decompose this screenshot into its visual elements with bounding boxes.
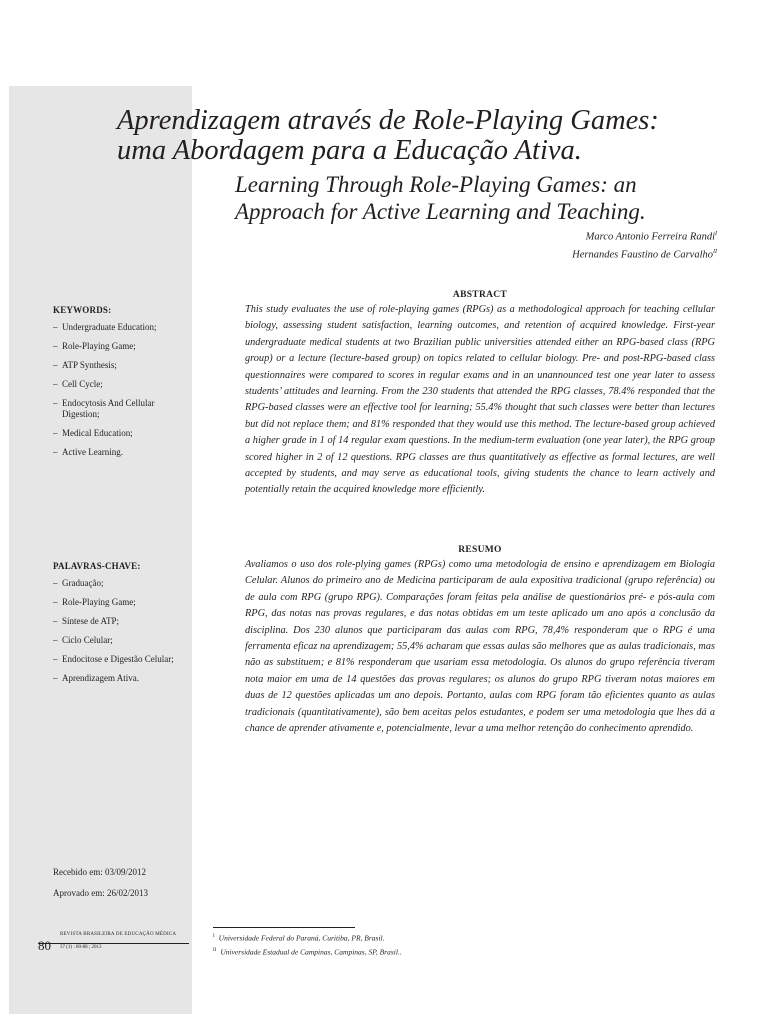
palavra-item: – Endocitose e Digestão Celular; bbox=[53, 654, 193, 665]
abstract-text: This study evaluates the use of role-playing games (RPGs) as a methodological approach for teaching cellular biology, assessing student satisfaction, learning outcomes, and retention of acquired knowledge. First-year undergraduate medical students at two Brazilian public universities attended either an RPG-based class (RPG group) or a lecture (lecture-based group) on topics related to cellular biology. Pre- and post-RPG-based class questionnaires were compared to scores in regular exams and in an unannounced test one year later to assess students’ attitudes and learning. From the 230 students that attended the RPG classes, 78.4% responded that the RPG-based classes were an effective tool for learning; 55.4% thought that such classes were better than lectures but did not replace them; and 81% responded that they would use this method. The lecture-based group achieved a higher grade in 1 of 14 regular exam questions. In the medium-term evaluation (one year later), the RPG group scored higher in 2 of 12 questions. RPG classes are thus quantitatively as effective as formal lectures, are well accepted by students, and may serve as educational tools, giving students the chance to learn actively and potentially retain the acquired knowledge more efficiently. bbox=[245, 304, 715, 496]
keyword-item: – Active Learning. bbox=[53, 447, 193, 458]
resumo-text: Avaliamos o uso dos role-plying games (RPGs) como uma metodologia de ensino e aprendizagem em Biologia Celular. Alunos do primeiro ano de Medicina participaram de aula expositiva tradicional (grupo referência) ou de aula com RPG (grupo RPG). Comparações foram feitas pela análise de questionários pré- e pós-aula com RPG, das notas nas provas regulares, e das notas obtidas em um teste aplicado um ano após a conclusão da disciplina. Dos 230 alunos que participaram das aulas com RPG, 78,4% responderam que o RPG é uma ferramenta eficaz na aprendizagem; 55,4% acharam que essas aulas são melhores que as aulas tradicionais, mas não as substituem; e 81% responderam que usariam essa metodologia. Os alunos do grupo referência tiveram nota maior em uma de 14 questões das provas regulares; os alunos do grupo RPG tiveram notas maiores em duas de 12 questões aplicadas um ano depois. Portanto, aulas com RPG foram tão eficientes quanto as aulas tradicionais (quantitativamente), são bem aceitas pelos estudantes, e podem ser uma metodologia que lhes dá a chance de aprender ativamente e, potencialmente, levar a uma melhor retenção do conhecimento aprendido. bbox=[245, 559, 715, 735]
title-pt-line-1: Aprendizagem através de Role-Playing Games: bbox=[117, 105, 659, 136]
author-1-name: Marco Antonio Ferreira Randi bbox=[585, 231, 715, 243]
journal-name: REVISTA BRASILEIRA DE EDUCAÇÃO MÉDICA bbox=[60, 932, 177, 937]
palavra-item: – Graduação; bbox=[53, 578, 193, 589]
keyword-item: – ATP Synthesis; bbox=[53, 360, 193, 371]
author-1 bbox=[572, 227, 717, 245]
footnote-divider bbox=[213, 927, 355, 928]
received-date: Recebido em: 03/09/2012 bbox=[53, 867, 146, 877]
palavras-chave-block bbox=[53, 561, 193, 692]
keyword-item: – Medical Education; bbox=[53, 428, 193, 439]
palavra-item: – Ciclo Celular; bbox=[53, 635, 193, 646]
title-pt-line-2: uma Abordagem para a Educação Ativa. bbox=[117, 135, 582, 166]
palavras-chave-title: PALAVRAS-CHAVE: bbox=[53, 561, 141, 571]
title-en-line-2: Approach for Active Learning and Teaching. bbox=[235, 199, 646, 224]
footnote-2-mark: II bbox=[213, 947, 217, 953]
keywords-title: KEYWORDS: bbox=[53, 305, 112, 315]
keywords-block bbox=[53, 305, 193, 466]
submission-dates bbox=[53, 862, 148, 904]
footnotes bbox=[213, 931, 402, 958]
palavra-item: – Aprendizagem Ativa. bbox=[53, 673, 193, 684]
palavras-chave-list bbox=[53, 578, 193, 684]
footnote-1 bbox=[213, 931, 402, 945]
title-en-line-1: Learning Through Role-Playing Games: an bbox=[235, 172, 637, 197]
keyword-item: – Undergraduate Education; bbox=[53, 322, 193, 333]
keywords-list bbox=[53, 322, 193, 458]
author-1-affiliation-mark: I bbox=[715, 231, 717, 237]
footnote-2-text: Universidade Estadual de Campinas, Campinas, SP, Brasil.. bbox=[220, 947, 402, 956]
keyword-item: – Cell Cycle; bbox=[53, 379, 193, 390]
journal-volume: 37 (1) : 80-88 ; 2013 bbox=[60, 945, 102, 950]
palavra-item: – Síntese de ATP; bbox=[53, 616, 193, 627]
footnote-2 bbox=[213, 945, 402, 959]
footnote-1-text: Universidade Federal do Paraná, Curitiba, PR, Brasil. bbox=[218, 933, 385, 943]
author-2 bbox=[572, 245, 717, 263]
approved-date: Aprovado em: 26/02/2013 bbox=[53, 888, 148, 898]
author-2-name: Hernandes Faustino de Carvalho bbox=[572, 249, 713, 260]
resumo-heading: RESUMO bbox=[458, 545, 502, 555]
keyword-item: – Endocytosis And Cellular Digestion; bbox=[53, 398, 193, 420]
author-2-affiliation-mark: II bbox=[713, 248, 717, 255]
journal-divider bbox=[38, 943, 189, 944]
page-number: 80 bbox=[38, 938, 51, 953]
palavra-item: – Role-Playing Game; bbox=[53, 597, 193, 608]
footnote-1-mark: I bbox=[213, 934, 215, 939]
author-list bbox=[572, 227, 717, 262]
abstract-heading: ABSTRACT bbox=[452, 290, 508, 300]
keyword-item: – Role-Playing Game; bbox=[53, 341, 193, 352]
title-english bbox=[235, 171, 735, 225]
title-portuguese bbox=[117, 106, 737, 166]
